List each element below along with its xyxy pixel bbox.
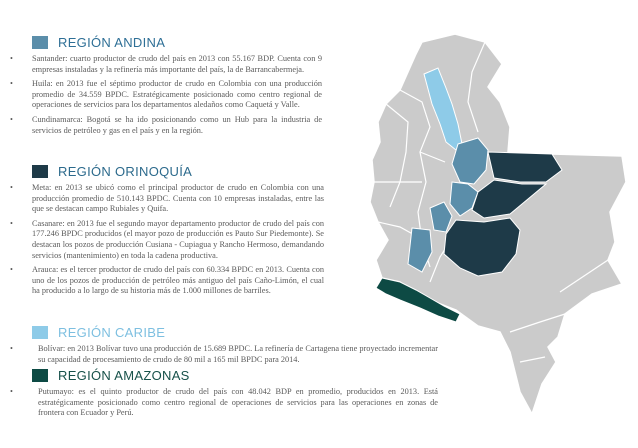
caribe-color-swatch	[32, 326, 48, 339]
caribe-bullet-text: Bolívar: en 2013 Bolívar tuvo una producción de 15.689 BPDC. La refinería de Cartagena tiene proyectado incrementar su capacidad de procesamiento de crudo de 80 mil a 165 mil BPDC para 2014.	[38, 344, 438, 364]
orinoquia-color-swatch	[32, 165, 48, 178]
heading-andina	[8, 33, 322, 51]
orinoquia-bullet-arauca	[8, 265, 324, 297]
bullet-icon: •	[10, 344, 13, 353]
bullet-icon: •	[10, 79, 13, 89]
orinoquia-bullet-casanare	[8, 219, 324, 261]
section-andina	[8, 33, 322, 140]
bullet-icon: •	[10, 114, 13, 124]
amazonas-bullet-text: Putumayo: es el quinto productor de crudo del país con 48.042 BDP en promedio, producidos en 2013. Está estratégicamente posicionado como centro regional de operaciones de servicios para las operaciones en zonas de frontera con Ecuador y Perú.	[38, 387, 438, 418]
orinoquia-bullet-meta	[8, 183, 324, 215]
colombia-map	[360, 32, 632, 420]
bullet-icon: •	[10, 218, 13, 228]
orinoquia-bullet-list	[8, 183, 324, 297]
amazonas-title: REGIÓN AMAZONAS	[58, 367, 190, 383]
andina-color-swatch	[32, 36, 48, 49]
orinoquia-title: REGIÓN ORINOQUÍA	[58, 163, 193, 179]
bullet-icon: •	[10, 183, 13, 192]
andina-bullet-cundinamarca	[8, 115, 322, 136]
andina-bullet-list	[8, 54, 322, 136]
caribe-title: REGIÓN CARIBE	[58, 324, 166, 340]
andina-bullet-huila	[8, 79, 322, 111]
andina-bullet-text: Santander: cuarto productor de crudo del país en 2013 con 55.167 BDP. Cuenta con 9 empresas instaladas y la refinería más importante del país, la de Barrancabermeja.	[32, 54, 322, 74]
bullet-icon: •	[10, 387, 13, 396]
andina-bullet-text: Huila: en 2013 fue el séptimo productor de crudo en Colombia con una producción promedio de 34.559 BPDC. Estratégicamente posicionado como centro regional de operaciones de servicios para los departamentos aledaños como Caquetá y Valle.	[32, 79, 322, 110]
orinoquia-bullet-text: Casanare: en 2013 fue el segundo mayor departamento productor de crudo del país con 177.246 BPDC producidos (el mayor pozo de producción es Pauto Sur Piedemonte). Se destacan los pozos de producción Cusiana - Cupiagua y Rancho Hermoso, demandando servicios (mantenimiento) en toda la cadena productiva.	[32, 218, 324, 260]
section-orinoquia	[8, 162, 324, 301]
orinoquia-bullet-text: Meta: en 2013 se ubicó como el principal productor de crudo en Colombia con una producción promedio de 510.143 BPDC. Cuenta con 10 empresas instaladas, entre las que se destacan campo Rubiales y Quifa.	[32, 183, 324, 214]
orinoquia-bullet-text: Arauca: es el tercer productor de crudo del país con 60.334 BPDC en 2013. Cuenta con uno de los pozos de producción de petróleo más antiguo del país Caño-Limón, el cual ha producido a lo largo de su historia más de 1.000 millones de barriles.	[32, 265, 324, 296]
bullet-icon: •	[10, 265, 13, 275]
andina-bullet-santander	[8, 54, 322, 75]
andina-bullet-text: Cundinamarca: Bogotá se ha ido posicionando como un Hub para la industria de servicios de petróleo y gas en el país y en la región.	[32, 114, 322, 135]
andina-title: REGIÓN ANDINA	[58, 34, 166, 50]
heading-orinoquia	[8, 162, 324, 180]
amazonas-color-swatch	[32, 369, 48, 382]
bullet-icon: •	[10, 54, 13, 63]
region-orinoquia-arauca	[488, 152, 562, 182]
